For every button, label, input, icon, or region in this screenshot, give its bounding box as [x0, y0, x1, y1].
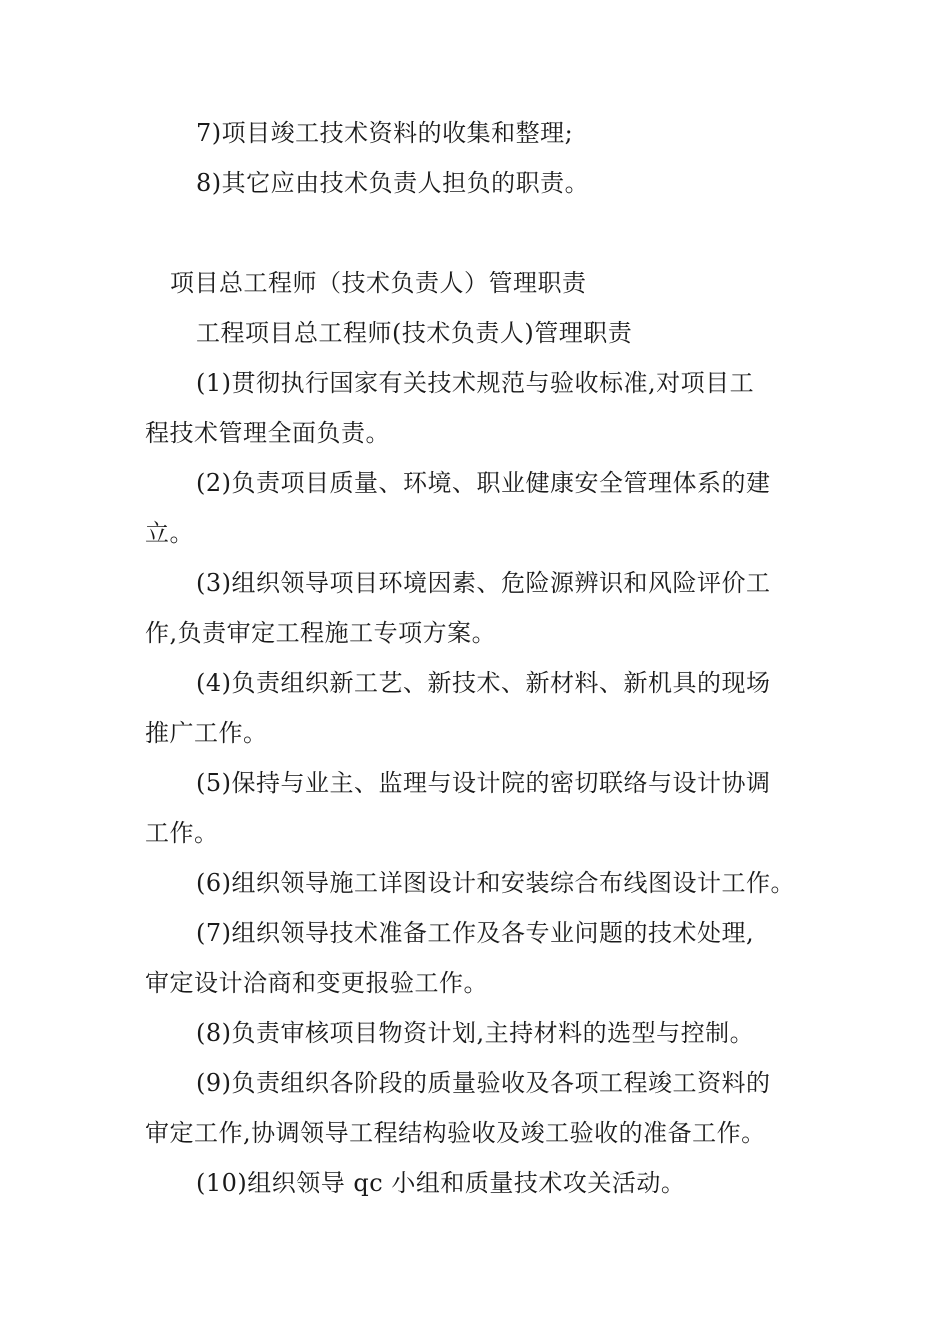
duty-4-line-1: (4)负责组织新工艺、新技术、新材料、新机具的现场 — [196, 669, 771, 697]
section-subheading: 工程项目总工程师(技术负责人)管理职责 — [196, 319, 633, 347]
duty-7-line-2: 审定设计洽商和变更报验工作。 — [145, 969, 488, 997]
duty-5-line-1: (5)保持与业主、监理与设计院的密切联络与设计协调 — [196, 769, 771, 797]
duty-4-line-2: 推广工作。 — [145, 719, 268, 747]
duty-1-line-1: (1)贯彻执行国家有关技术规范与验收标准,对项目工 — [196, 369, 755, 397]
duty-5-line-2: 工作。 — [145, 819, 219, 847]
duty-9-line-1: (9)负责组织各阶段的质量验收及各项工程竣工资料的 — [196, 1069, 771, 1097]
duty-8-line-1: (8)负责审核项目物资计划,主持材料的选型与控制。 — [196, 1019, 755, 1047]
duty-7-line-1: (7)组织领导技术准备工作及各专业问题的技术处理, — [196, 919, 755, 947]
duty-6-line-1: (6)组织领导施工详图设计和安装综合布线图设计工作。 — [196, 869, 795, 897]
duty-1-line-2: 程技术管理全面负责。 — [145, 419, 390, 447]
duty-2-line-1: (2)负责项目质量、环境、职业健康安全管理体系的建 — [196, 469, 771, 497]
section-heading: 项目总工程师（技术负责人）管理职责 — [170, 269, 587, 297]
paragraph-item-7: 7)项目竣工技术资料的收集和整理; — [196, 119, 574, 147]
duty-2-line-2: 立。 — [145, 519, 194, 547]
duty-3-line-2: 作,负责审定工程施工专项方案。 — [145, 619, 497, 647]
duty-10-line-1: (10)组织领导 qc 小组和质量技术攻关活动。 — [196, 1169, 686, 1197]
duty-3-line-1: (3)组织领导项目环境因素、危险源辨识和风险评价工 — [196, 569, 771, 597]
paragraph-item-8: 8)其它应由技术负责人担负的职责。 — [196, 169, 590, 197]
duty-9-line-2: 审定工作,协调领导工程结构验收及竣工验收的准备工作。 — [145, 1119, 766, 1147]
